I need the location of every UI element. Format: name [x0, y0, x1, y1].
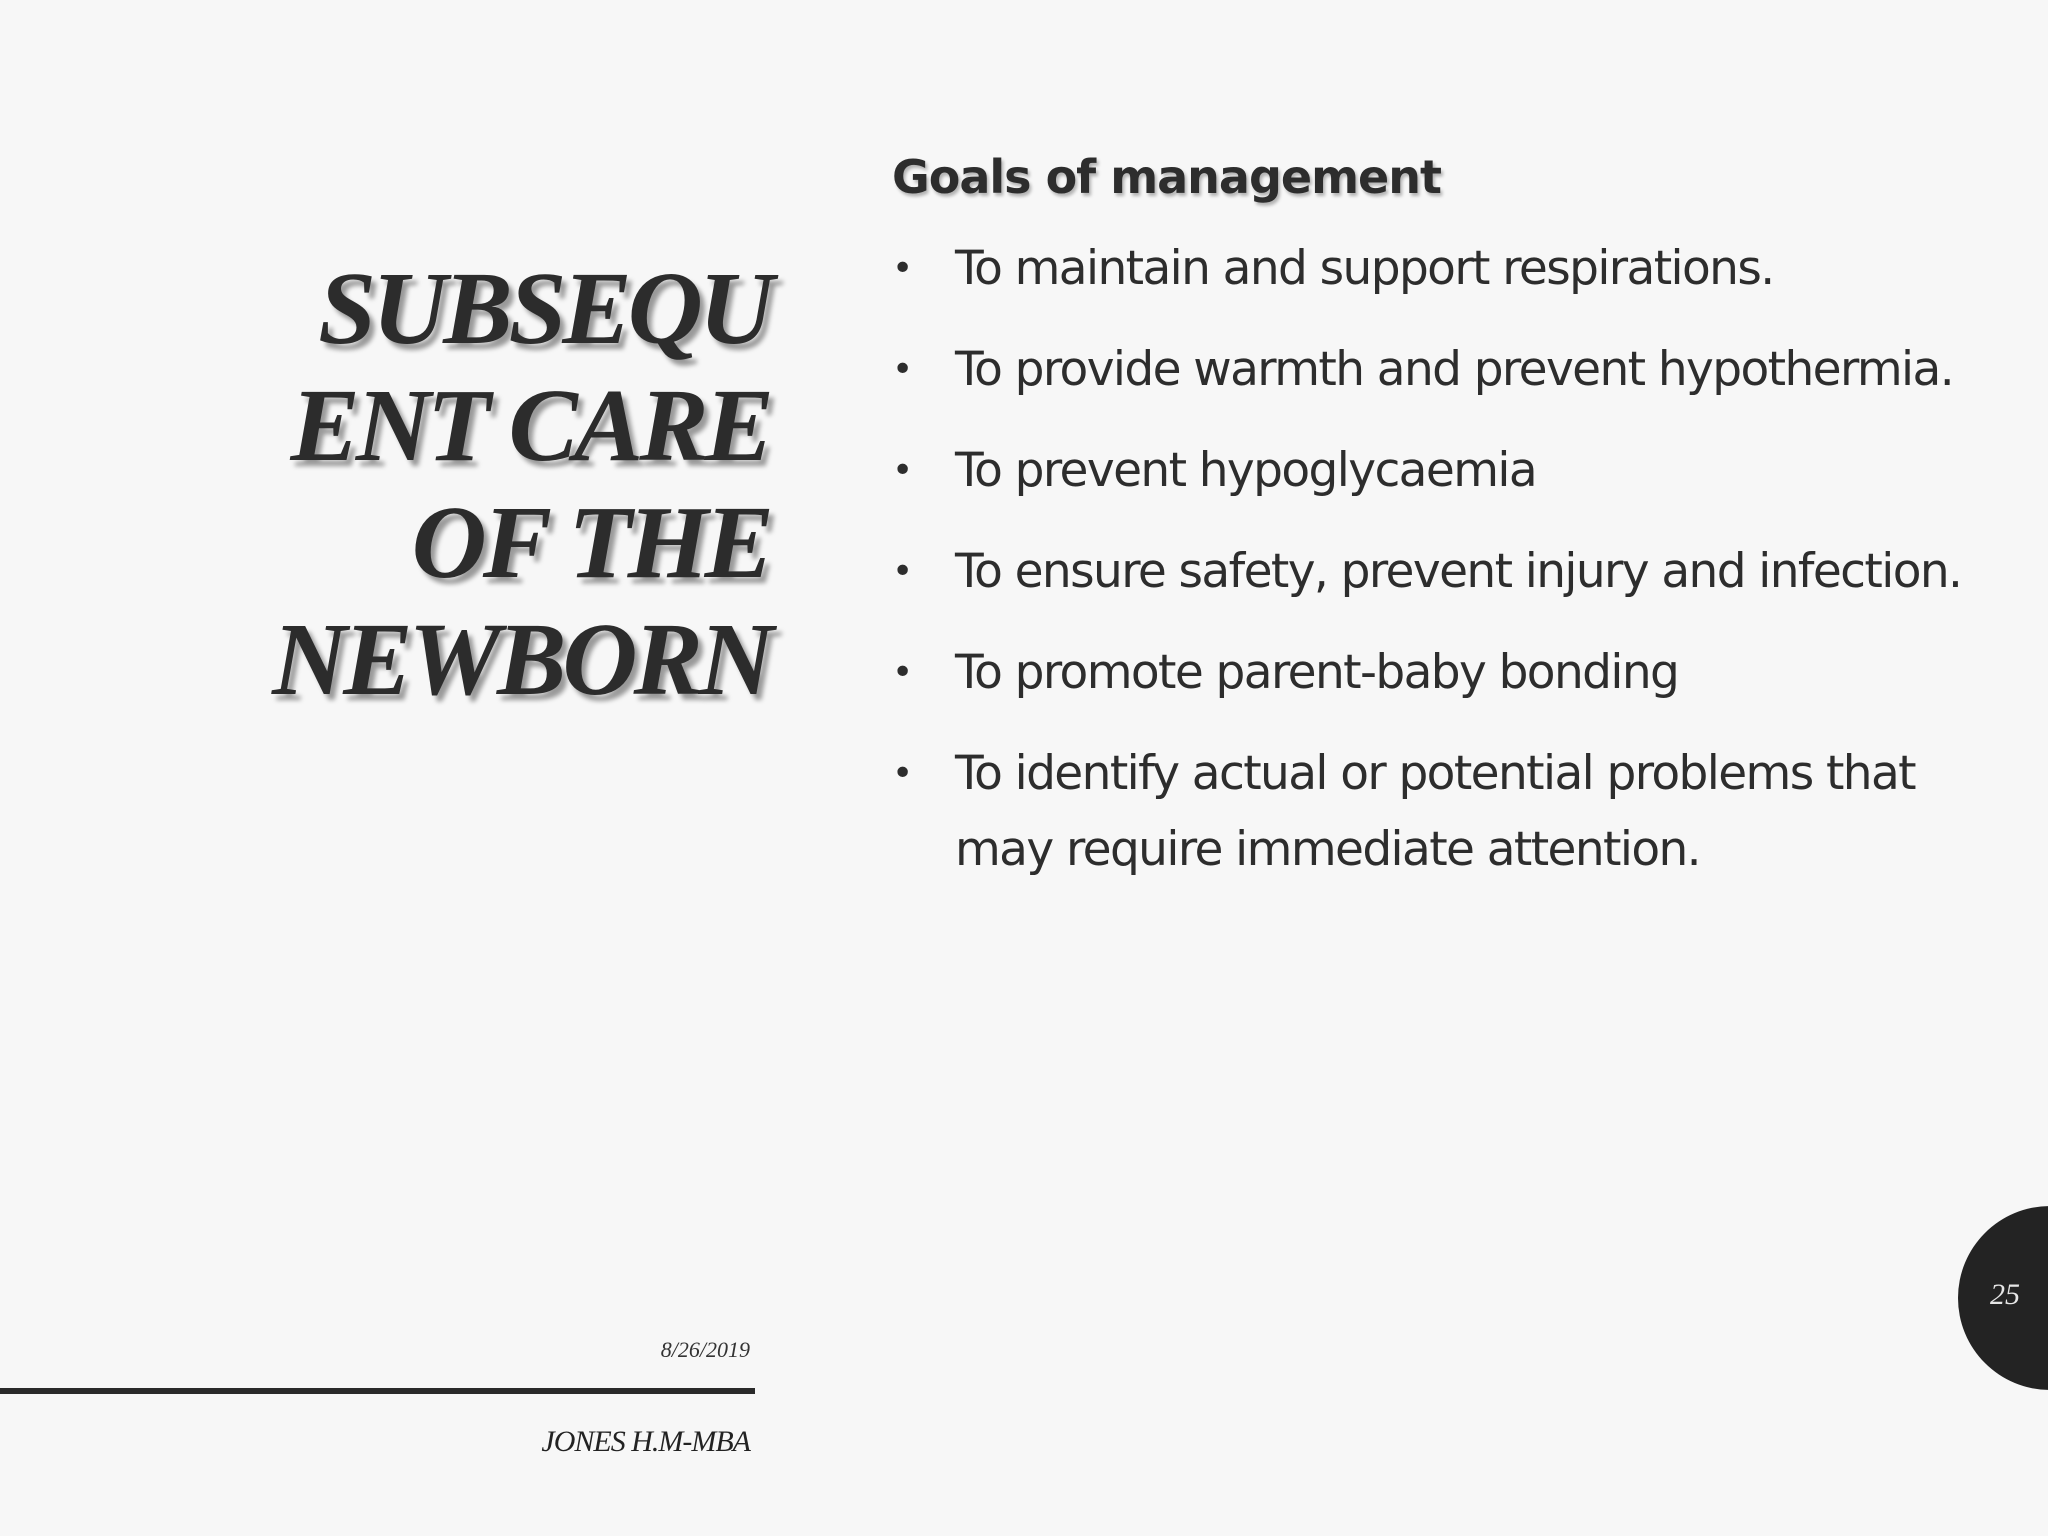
section-heading: Goals of management	[892, 150, 1441, 204]
bullet-list	[892, 231, 2012, 888]
bullet-icon: •	[892, 652, 912, 693]
list-item-text: To prevent hypoglycaemia	[955, 443, 1537, 498]
content-area	[892, 145, 2012, 913]
list-item-text: To provide warmth and prevent hypothermia.	[955, 342, 1954, 397]
bullet-icon: •	[892, 450, 912, 491]
list-item	[892, 231, 2012, 307]
bullet-icon: •	[892, 349, 912, 390]
slide-title: SUBSEQU ENT CARE OF THE NEWBORN	[272, 251, 770, 717]
bullet-icon: •	[892, 248, 912, 289]
list-item	[892, 635, 2012, 711]
bullet-icon: •	[892, 753, 912, 794]
bullet-icon: •	[892, 551, 912, 592]
list-item	[892, 332, 2012, 408]
list-item-text: To ensure safety, prevent injury and infection.	[955, 544, 1962, 599]
slide-date: 8/26/2019	[660, 1337, 750, 1362]
list-item	[892, 433, 2012, 509]
list-item-text: To promote parent-baby bonding	[955, 645, 1679, 700]
footer-divider	[0, 1388, 755, 1394]
list-item-text: To maintain and support respirations.	[955, 241, 1774, 296]
list-item	[892, 736, 2012, 888]
list-item-text: To identify actual or potential problems that may require immediate attention.	[955, 746, 1916, 877]
slide-author: JONES H.M-MBA	[541, 1425, 750, 1458]
list-item	[892, 534, 2012, 610]
page-number: 25	[1990, 1278, 2020, 1311]
